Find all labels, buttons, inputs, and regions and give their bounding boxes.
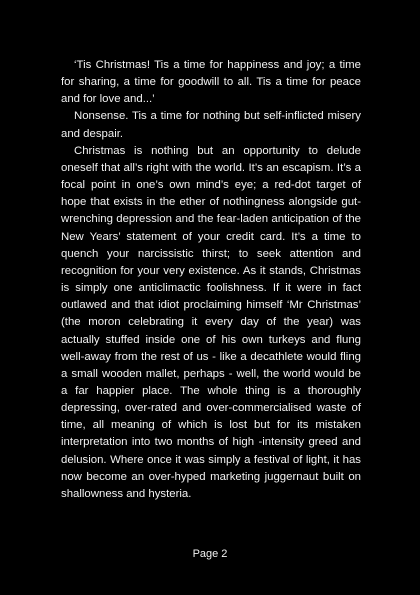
- paragraph-nonsense: Nonsense. Tis a time for nothing but self-inflicted misery and despair.: [61, 110, 361, 140]
- body-text: [61, 57, 361, 503]
- paragraph-opening-quote: ‘Tis Christmas! Tis a time for happiness and joy; a time for sharing, a time for goodwill to all. Tis a time for peace and for love and...’: [61, 59, 361, 106]
- paragraph-christmas-rant: Christmas is nothing but an opportunity to delude oneself that all’s right with the world. It’s an escapism. It’s a focal point in one’s own mind’s eye; a red-dot target of hope that exists in the ether of nothingness alongside gut-wrenching depression and the fear-laden anticipation of the New Years’ statement of your credit card. It’s a time to quench your narcissistic thirst; to seek attention and recognition for your very existence. As it stands, Christmas is simply one anticlimactic foolishness. If it were in fact outlawed and that idiot proclaiming himself ‘Mr Christmas’ (the moron celebrating it every day of the year) was actually stuffed inside one of his own turkeys and flung well-away from the rest of us - like a decathlete would fling a small wooden mallet, perhaps - well, the world would be a far happier place. The whole thing is a thoroughly depressing, over-rated and over-commercialised waste of time, all meaning of which is lost but for its mistaken interpretation into two months of high -intensity greed and delusion. Where once it was simply a festival of light, it has now become an over-hyped marketing juggernaut built on shallowness and hysteria.: [61, 144, 361, 500]
- page-number: Page 2: [192, 548, 228, 560]
